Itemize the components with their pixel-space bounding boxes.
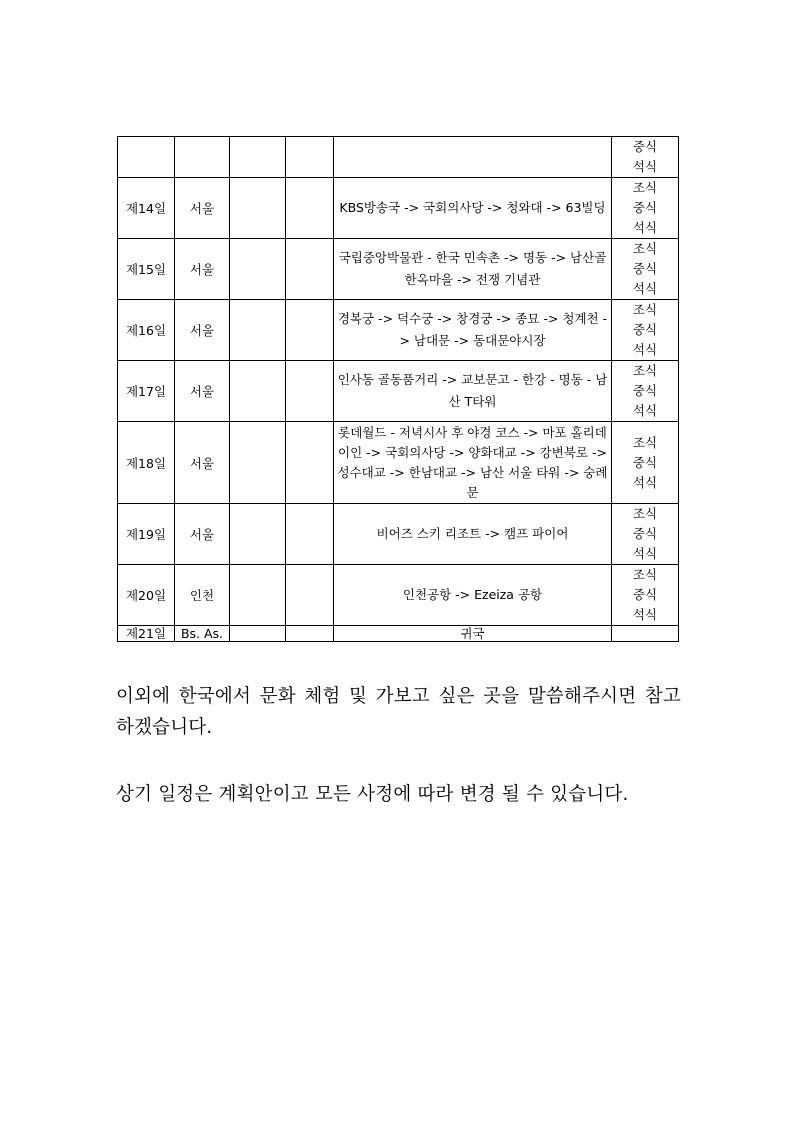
meals-cell: [612, 504, 679, 565]
meals-cell: [612, 300, 679, 361]
place-cell: 인천: [175, 565, 230, 626]
empty-cell: [230, 178, 286, 239]
table-row: [118, 137, 679, 178]
meals-cell: [612, 239, 679, 300]
day-cell: 제15일: [118, 239, 175, 300]
meal-label: 조식: [632, 434, 658, 450]
meal-label: 석식: [632, 281, 658, 296]
day-cell: [118, 137, 175, 178]
place-cell: 서울: [175, 239, 230, 300]
meal-label: 중식: [632, 383, 658, 398]
meal-label: 조식: [632, 180, 658, 195]
empty-cell: [286, 626, 334, 642]
meals-cell: [612, 626, 679, 642]
place-cell: Bs. As.: [175, 626, 230, 642]
meal-label: 중식: [632, 261, 658, 276]
day-cell: 제18일: [118, 422, 175, 504]
meal-label: 조식: [632, 506, 658, 521]
itinerary-table: [117, 136, 679, 642]
route-cell: KBS방송국 -> 국회의사당 -> 청와대 -> 63빌딩: [334, 178, 612, 239]
empty-cell: [230, 137, 286, 178]
meal-label: 중식: [632, 587, 658, 602]
meals-cell: [612, 361, 679, 422]
table-row: [118, 239, 679, 300]
meal-label: 조식: [632, 241, 658, 256]
meals-cell: [612, 137, 679, 178]
meals-cell: [612, 422, 679, 504]
route-cell: [334, 137, 612, 178]
empty-cell: [230, 626, 286, 642]
empty-cell: [286, 361, 334, 422]
meal-label: 석식: [632, 474, 658, 490]
route-cell: 인천공항 -> Ezeiza 공항: [334, 565, 612, 626]
note-paragraph: 이외에 한국에서 문화 체험 및 가보고 싶은 곳을 말씀해주시면 참고 하겠습니다.: [116, 685, 681, 738]
day-cell: 제16일: [118, 300, 175, 361]
empty-cell: [286, 137, 334, 178]
day-cell: 제19일: [118, 504, 175, 565]
meal-label: 조식: [632, 567, 658, 582]
meal-label: 석식: [632, 220, 658, 235]
meal-label: 중식: [632, 526, 658, 541]
place-cell: 서울: [175, 504, 230, 565]
table-row: [118, 361, 679, 422]
table-row: [118, 565, 679, 626]
empty-cell: [230, 565, 286, 626]
meals-cell: [612, 178, 679, 239]
route-cell: 인사동 골동품거리 -> 교보문고 - 한강 - 명동 - 남산 T타워: [334, 361, 612, 422]
empty-cell: [230, 361, 286, 422]
place-cell: 서울: [175, 361, 230, 422]
route-cell: 비어즈 스키 리조트 -> 캠프 파이어: [334, 504, 612, 565]
table-row: [118, 422, 679, 504]
day-cell: 제14일: [118, 178, 175, 239]
place-cell: 서울: [175, 422, 230, 504]
meal-label: 중식: [632, 200, 658, 215]
route-cell: 국립중앙박물관 - 한국 민속촌 -> 명동 -> 남산골 한옥마을 -> 전쟁 기념관: [334, 239, 612, 300]
route-cell: 귀국: [334, 626, 612, 642]
empty-cell: [286, 239, 334, 300]
meal-label: 석식: [632, 546, 658, 561]
meal-label: 석식: [632, 342, 658, 357]
empty-cell: [230, 300, 286, 361]
meal-label: 석식: [632, 607, 658, 622]
meal-label: 석식: [632, 159, 658, 174]
empty-cell: [230, 239, 286, 300]
empty-cell: [286, 300, 334, 361]
day-cell: 제20일: [118, 565, 175, 626]
table-row: [118, 504, 679, 565]
note-paragraph: 상기 일정은 계획안이고 모든 사정에 따라 변경 될 수 있습니다.: [116, 783, 629, 805]
empty-cell: [286, 178, 334, 239]
empty-cell: [230, 422, 286, 504]
meal-label: 중식: [632, 454, 658, 470]
meals-cell: [612, 565, 679, 626]
place-cell: 서울: [175, 178, 230, 239]
route-cell: 경복궁 -> 덕수궁 -> 창경궁 -> 종묘 -> 청계천 -> 남대문 -> 동대문야시장: [334, 300, 612, 361]
table-row: [118, 626, 679, 642]
day-cell: 제21일: [118, 626, 175, 642]
meal-label: 중식: [632, 322, 658, 337]
day-cell: 제17일: [118, 361, 175, 422]
meal-label: 조식: [632, 302, 658, 317]
meal-label: 조식: [632, 363, 658, 378]
empty-cell: [286, 422, 334, 504]
empty-cell: [286, 565, 334, 626]
place-cell: [175, 137, 230, 178]
route-cell: 롯데월드 - 저녁시사 후 야경 코스 -> 마포 홀리데이인 -> 국회의사당 -> 양화대교 -> 강변북로 -> 성수대교 -> 한남대교 -> 남산 서울 타워 -> 숭례문: [334, 422, 612, 504]
table-row: [118, 178, 679, 239]
empty-cell: [230, 504, 286, 565]
place-cell: 서울: [175, 300, 230, 361]
meal-label: 중식: [632, 139, 658, 154]
meal-label: 석식: [632, 403, 658, 418]
empty-cell: [286, 504, 334, 565]
table-row: [118, 300, 679, 361]
